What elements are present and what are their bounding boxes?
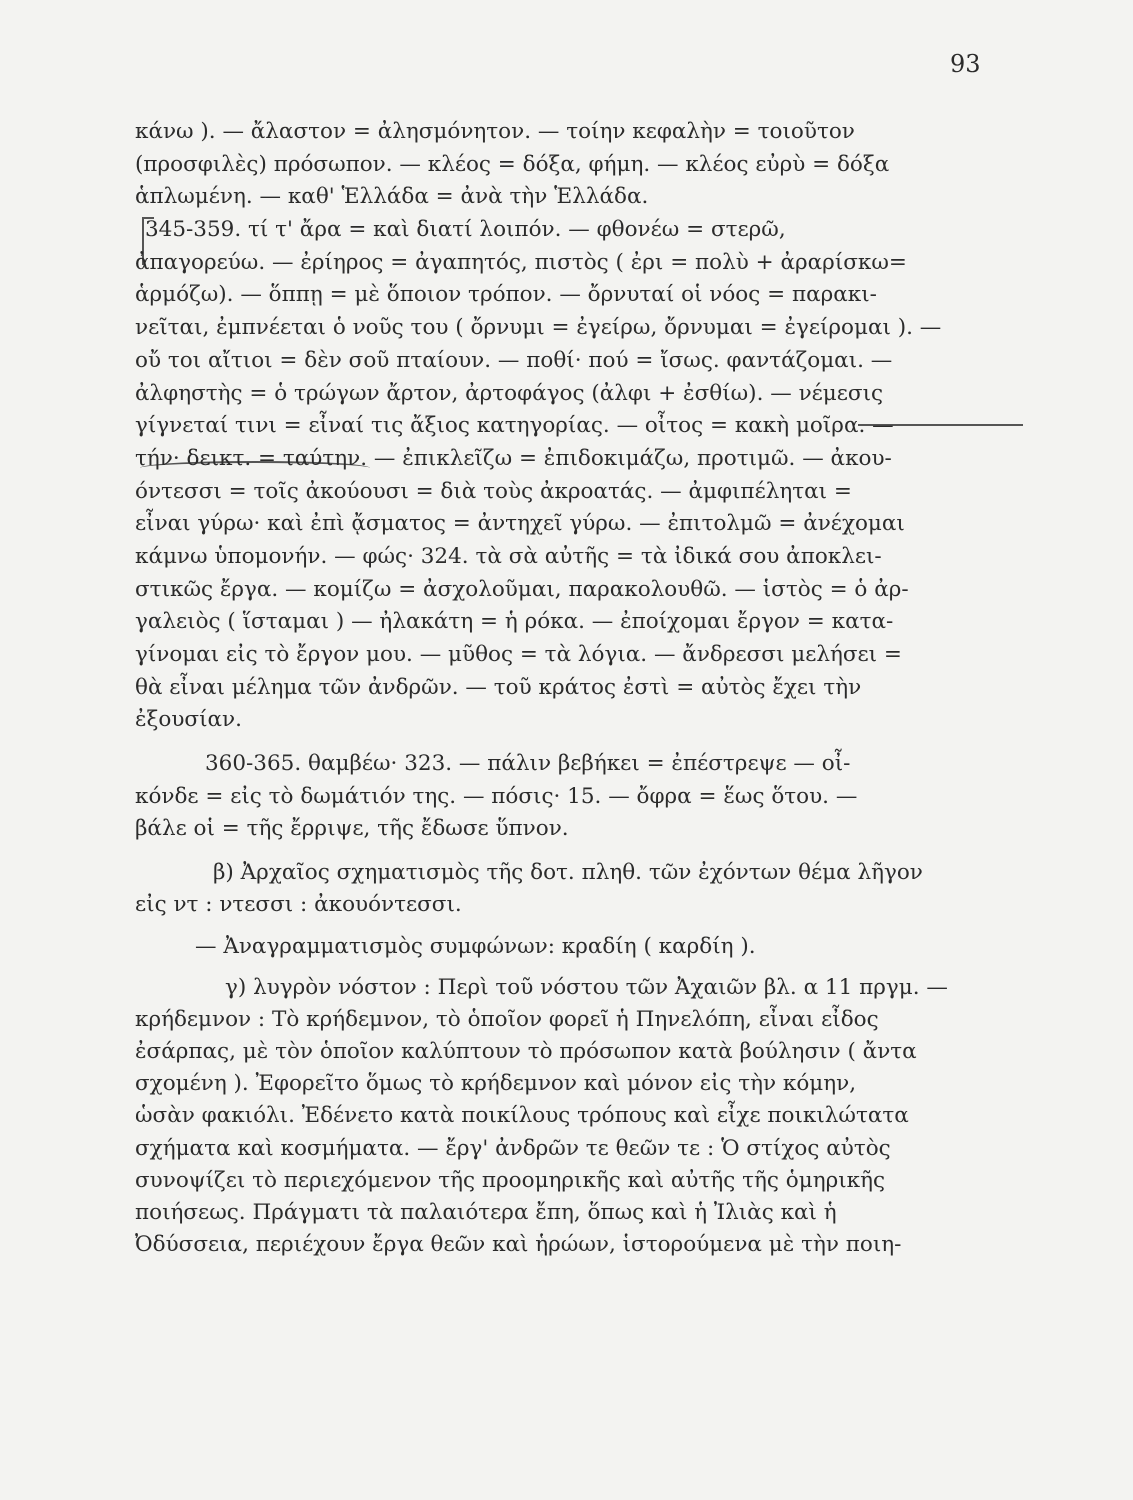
text-line: ἐξουσίαν. (135, 707, 242, 733)
text-line: γίγνεταί τινι = εἶναί τις ἄξιος κατηγορίας. — οἶτος = κακὴ μοῖρα. — (135, 413, 894, 439)
text-line: 345-359. τί τ' ἄρα = καὶ διατί λοιπόν. — φθονέω = στερῶ, (145, 217, 786, 243)
text-line: γίνομαι εἰς τὸ ἔργον μου. — μῦθος = τὰ λόγια. — ἄνδρεσσι μελήσει = (135, 642, 902, 667)
text-line: σχήματα καὶ κοσμήματα. — ἔργ' ἀνδρῶν τε θεῶν τε : Ὁ στίχος αὐτὸς (135, 1135, 891, 1161)
text-line: εἶναι γύρω· καὶ ἐπὶ ᾄσματος = ἀντηχεῖ γύρω. — ἐπιτολμῶ = ἀνέχομαι (135, 511, 905, 537)
text-line: τήν· δεικτ. = ταύτην. — ἐπικλεῖζω = ἐπιδοκιμάζω, προτιμῶ. — ἀκου- (135, 445, 892, 471)
text-line: (προσφιλὲς) πρόσωπον. — κλέος = δόξα, φήμη. — κλέος εὐρὺ = δόξα (135, 151, 890, 177)
text-line: ἐσάρπας, μὲ τὸν ὁποῖον καλύπτουν τὸ πρόσωπον κατὰ βούλησιν ( ἄντα (135, 1039, 917, 1065)
text-line: ἀλφηστὴς = ὁ τρώγων ἄρτον, ἀρτοφάγος (ἀλφι + ἐσθίω). — νέμεσις (135, 380, 884, 406)
text-line: κάνω ). — ἄλαστον = ἀλησμόνητον. — τοίην κεφαλὴν = τοιοῦτον (135, 119, 855, 144)
page-number: 93 (950, 50, 981, 78)
text-line: 360-365. θαμβέω· 323. — πάλιν βεβήκει = ἐπέστρεψε — οἶ- (205, 751, 851, 777)
text-line: βάλε οἱ = τῆς ἔρριψε, τῆς ἔδωσε ὕπνον. (135, 816, 569, 842)
text-line: κάμνω ὑπομονήν. — φώς· 324. τὰ σὰ αὐτῆς = τὰ ἰδικά σου ἀποκλει- (135, 543, 882, 569)
text-block (135, 116, 995, 1261)
text-line: ὡσὰν φακιόλι. Ἐδένετο κατὰ ποικίλους τρόπους καὶ εἶχε ποικιλώτατα (135, 1103, 909, 1129)
text-line: κόνδε = εἰς τὸ δωμάτιόν της. — πόσις· 15. — ὄφρα = ἕως ὅτου. — (135, 783, 858, 809)
text-line: γαλειὸς ( ἵσταμαι ) — ἠλακάτη = ἡ ρόκα. — ἐποίχομαι ἔργον = κατα- (135, 609, 894, 635)
text-line: εἰς ντ : ντεσσι : ἀκουόντεσσι. (135, 892, 462, 918)
text-line: συνοψίζει τὸ περιεχόμενον τῆς προομηρικῆς καὶ αὐτῆς τῆς ὁμηρικῆς (135, 1167, 886, 1193)
text-line: ἀπαγορεύω. — ἐρίηρος = ἀγαπητός, πιστὸς ( ἐρι = πολὺ + ἀραρίσκω= (135, 249, 907, 275)
text-line: θὰ εἶναι μέλημα τῶν ἀνδρῶν. — τοῦ κράτος ἐστὶ = αὐτὸς ἔχει τὴν (135, 674, 862, 700)
text-line: ἁπλωμένη. — καθ' Ἑλλάδα = ἀνὰ τὴν Ἑλλάδα. (135, 184, 649, 210)
text-line: γ) λυγρὸν νόστον : Περὶ τοῦ νόστου τῶν Ἀχαιῶν βλ. α 11 πργμ. — (225, 974, 948, 1000)
text-line: σχομένη ). Ἐφορεῖτο ὅμως τὸ κρήδεμνον καὶ μόνον εἰς τὴν κόμην, (135, 1071, 857, 1097)
text-line: νεῖται, ἐμπνέεται ὁ νοῦς του ( ὄρνυμι = ἐγείρω, ὄρνυμαι = ἐγείρομαι ). — (135, 315, 942, 341)
text-line: β) Ἀρχαῖος σχηματισμὸς τῆς δοτ. πληθ. τῶν ἐχόντων θέμα λῆγον (213, 860, 923, 886)
text-line: όντεσσι = τοῖς ἀκούουσι = διὰ τοὺς ἀκροατάς. — ἀμφιπέληται = (135, 478, 852, 504)
text-line: κρήδεμνον : Τὸ κρήδεμνον, τὸ ὁποῖον φορεῖ ἡ Πηνελόπη, εἶναι εἶδος (135, 1006, 879, 1032)
text-line: Ὀδύσσεια, περιέχουν ἔργα θεῶν καὶ ἡρώων, ἱστορούμενα μὲ τὴν ποιη- (135, 1232, 902, 1258)
text-line: οὔ τοι αἴτιοι = δὲν σοῦ πταίουν. — ποθί· πού = ἴσως. φαντάζομαι. — (135, 347, 893, 373)
text-line: ποιήσεως. Πράγματι τὰ παλαιότερα ἔπη, ὅπως καὶ ἡ Ἰλιὰς καὶ ἡ (135, 1200, 837, 1225)
text-line: στικῶς ἔργα. — κομίζω = ἀσχολοῦμαι, παρακολουθῶ. — ἱστὸς = ὁ ἀρ- (135, 576, 909, 602)
text-line: ἁρμόζω). — ὅππῃ = μὲ ὅποιον τρόπον. — ὄρνυταί οἱ νόος = παρακι- (135, 282, 877, 308)
text-line: — Ἀναγραμματισμὸς συμφώνων: κραδίη ( καρδίη ). (195, 933, 756, 959)
